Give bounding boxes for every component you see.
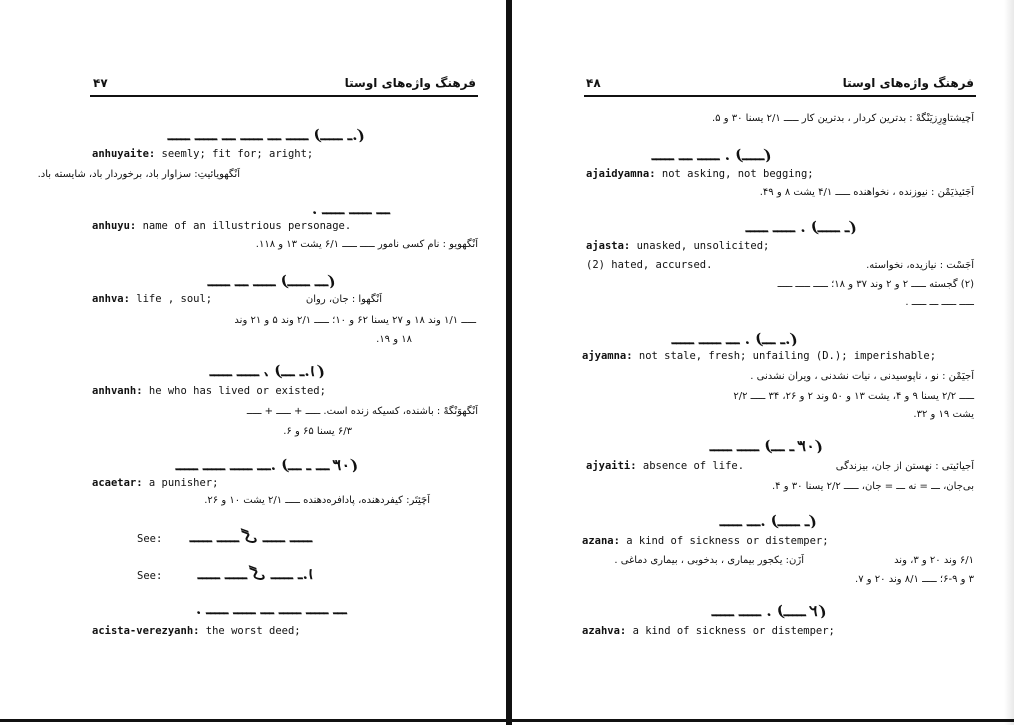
reference-line: ـــــ ۱/۱ وند ۱۸ و ۲۷ یسنا ۶۲ و ۱۰؛ ـــــ ۲/۱ وند ۵ و ۲۱ وند — [234, 315, 476, 326]
right-page-title: فرهنگ واژه‌های اوستا — [842, 76, 974, 90]
headword: acaetar: — [92, 477, 143, 489]
headword: ajasta: — [586, 240, 631, 252]
continuation-line: اَچیشتاوِرِزیَنْگهْ : بدترین کردار ، بدترین کار ـــــ ۲/۱ یسنا ۳۰ و ۵. — [711, 113, 974, 124]
headword: anhva: — [92, 293, 130, 305]
avestan-script: ـــــ ـــــ . (ـــــ ـ) — [746, 218, 857, 236]
entry-line — [586, 460, 744, 473]
persian-definition: اَچَئِتَر: کیفردهنده، پادافره‌دهنده ـــــ ۲/۱ یشت ۱۰ و ۲۶. — [204, 495, 430, 506]
reference-line: ۶/۳ یسنا ۶۵ و ۶. — [283, 426, 352, 437]
gloss: not asking, not begging; — [655, 168, 814, 180]
right-header — [586, 76, 974, 94]
gloss: name of an illustrious personage. — [136, 220, 352, 232]
avestan-script: ـــــ ـــ ـــــ (ـــــ ـــ) — [208, 272, 336, 290]
avestan-script: ـــــ ـــــ ـــ ـــــ ـــ ـــــ (ـــــ ـ.) — [168, 126, 365, 144]
avestan-script: ـــــ ـــــ ـــــ ـــ. (ـــ ـ ـــ ۰۳) — [176, 456, 358, 474]
headword: azahva: — [582, 625, 627, 637]
persian-definition: اَنْگهوا : جان، روان — [305, 294, 382, 305]
persian-definition: اَزَن: یکجور بیماری ، بدخوبی ، بیماری دماغی . — [614, 555, 804, 566]
left-page-number: ۴۷ — [93, 76, 108, 90]
persian-definition: اَنْگهوَنْگهْ : باشنده، کسیکه زنده است. ـــــ + ـــــ + ـــــ — [246, 406, 478, 417]
reference-line: ـــــ ـــــ ـــ ـــــ . — [905, 297, 974, 308]
avestan-script: ـــــ ـــــ گ ـــــ ـ.۱ — [198, 565, 316, 583]
headword: azana: — [582, 535, 620, 547]
persian-definition: اَنْگهویائیتِ: سزاوار باد، برخوردار باد، شایسته باد. — [37, 169, 240, 180]
bottom-border — [0, 719, 1014, 722]
headword: ajyamna: — [582, 350, 633, 362]
right-page — [512, 0, 1014, 725]
right-page-number: ۴۸ — [586, 76, 601, 90]
gloss: life , soul; — [129, 293, 213, 305]
persian-definition: اَجیائیتی : نهستن از جان، بیزندگی — [835, 461, 974, 472]
persian-definition: اَنْگهویو : نام کسی نامور ـــــ ـــــ ۶/۱ یشت ۱۳ و ۱۱۸. — [255, 239, 478, 250]
headword: anhvanh: — [92, 385, 143, 397]
entry-line — [586, 240, 769, 253]
avestan-script: ـــــ ـــــ گ ـــــ ـــــ — [190, 528, 313, 546]
entry-line — [92, 148, 313, 161]
avestan-script: ـــــ ـــ. (ـــــ ـ) — [720, 512, 817, 530]
see-label: See: — [137, 570, 163, 582]
entry-line — [92, 625, 301, 638]
reference-line: ۱۸ و ۱۹. — [376, 334, 412, 345]
gloss: absence of life. — [636, 460, 745, 472]
page-edge-shadow — [1004, 0, 1014, 725]
gloss: the worst deed; — [199, 625, 301, 637]
gloss: unasked, unsolicited; — [630, 240, 770, 252]
persian-definition: اَجَسْت : نیازیده، نخواسته. — [866, 260, 974, 271]
avestan-script: ـــــ ـــــ ـــ . — [312, 200, 391, 218]
entry-line: (2) hated, accursed. — [586, 259, 713, 271]
reference-line: ـــــ ۲/۲ یسنا ۹ و ۴، یشت ۱۳ و ۵۰ وند ۲ و ۲۶، ۳۴ ـــــ ۲/۲ — [733, 391, 974, 402]
avestan-script: ـــــ ـــــ ، (ـــ ـ.۱) — [210, 362, 325, 380]
reference-line: یشت ۱۹ و ۳۲. — [913, 409, 974, 420]
gloss: not stale, fresh; unfailing (D.); imperishable; — [632, 350, 937, 362]
right-header-rule — [584, 95, 976, 97]
entry-line — [582, 625, 835, 638]
gloss: a kind of sickness or distemper; — [626, 625, 835, 637]
avestan-script: ـــــ ـــــ . (ـــــ ٢) — [712, 602, 827, 620]
left-header — [93, 76, 476, 94]
left-header-rule — [90, 95, 478, 97]
headword: anhuyu: — [92, 220, 137, 232]
persian-definition: اَجیَمْن : نو ، ناپوسیدنی ، نیات نشدنی ، ویران نشدنی . — [750, 371, 974, 382]
reference-line: ۶/۱ وند ۲۰ و ۳، وند — [894, 555, 974, 566]
gloss: a punisher; — [142, 477, 219, 489]
left-page — [0, 0, 506, 725]
avestan-script: ـــــ ـــ ـــــ . (ـــــ) — [652, 146, 772, 164]
entry-line — [92, 220, 351, 233]
reference-line: ۳ و ۹-۶؛ ـــــ ۸/۱ وند ۲۰ و ۷. — [855, 574, 974, 585]
headword: ajyaiti: — [586, 460, 637, 472]
headword: anhuyaite: — [92, 148, 156, 160]
entry-line — [92, 385, 326, 398]
reference-line: بی‌جان، ـــ = نه ـــ = جان، ـــــ ۲/۲ یسنا ۳۰ و ۴. — [771, 481, 974, 492]
gloss: he who has lived or existed; — [142, 385, 326, 397]
gloss: seemly; fit for; aright; — [155, 148, 314, 160]
reference-line: (۲) گجسته ـــــ ۲ و ۲ وند ۳۷ و ۱۸؛ ـــــ ـــــ ـــــ — [777, 279, 974, 290]
entry-line — [582, 535, 829, 548]
entry-line — [586, 168, 814, 181]
avestan-script: ـــــ ـــــ ـــ ـــــ ـــــ ـــ . — [196, 600, 347, 618]
entry-line — [92, 477, 218, 490]
persian-definition: اَجَئیذیَمْن : نیوزنده ، نخواهنده ـــــ ۴/۱ یشت ۸ و ۴۹. — [759, 187, 974, 198]
see-label: See: — [137, 533, 163, 545]
headword: ajaidyamna: — [586, 168, 656, 180]
entry-line — [92, 293, 212, 306]
avestan-script: ـــــ ـــــ (ـــ ـ ۰۳) — [710, 437, 823, 455]
gloss: a kind of sickness or distemper; — [619, 535, 829, 547]
headword: acista-verezyanh: — [92, 625, 200, 637]
entry-line — [582, 350, 936, 363]
left-page-title: فرهنگ واژه‌های اوستا — [344, 76, 476, 90]
avestan-script: ـــــ ـــــ ـــ . (ـــ ـ.) — [672, 330, 798, 348]
